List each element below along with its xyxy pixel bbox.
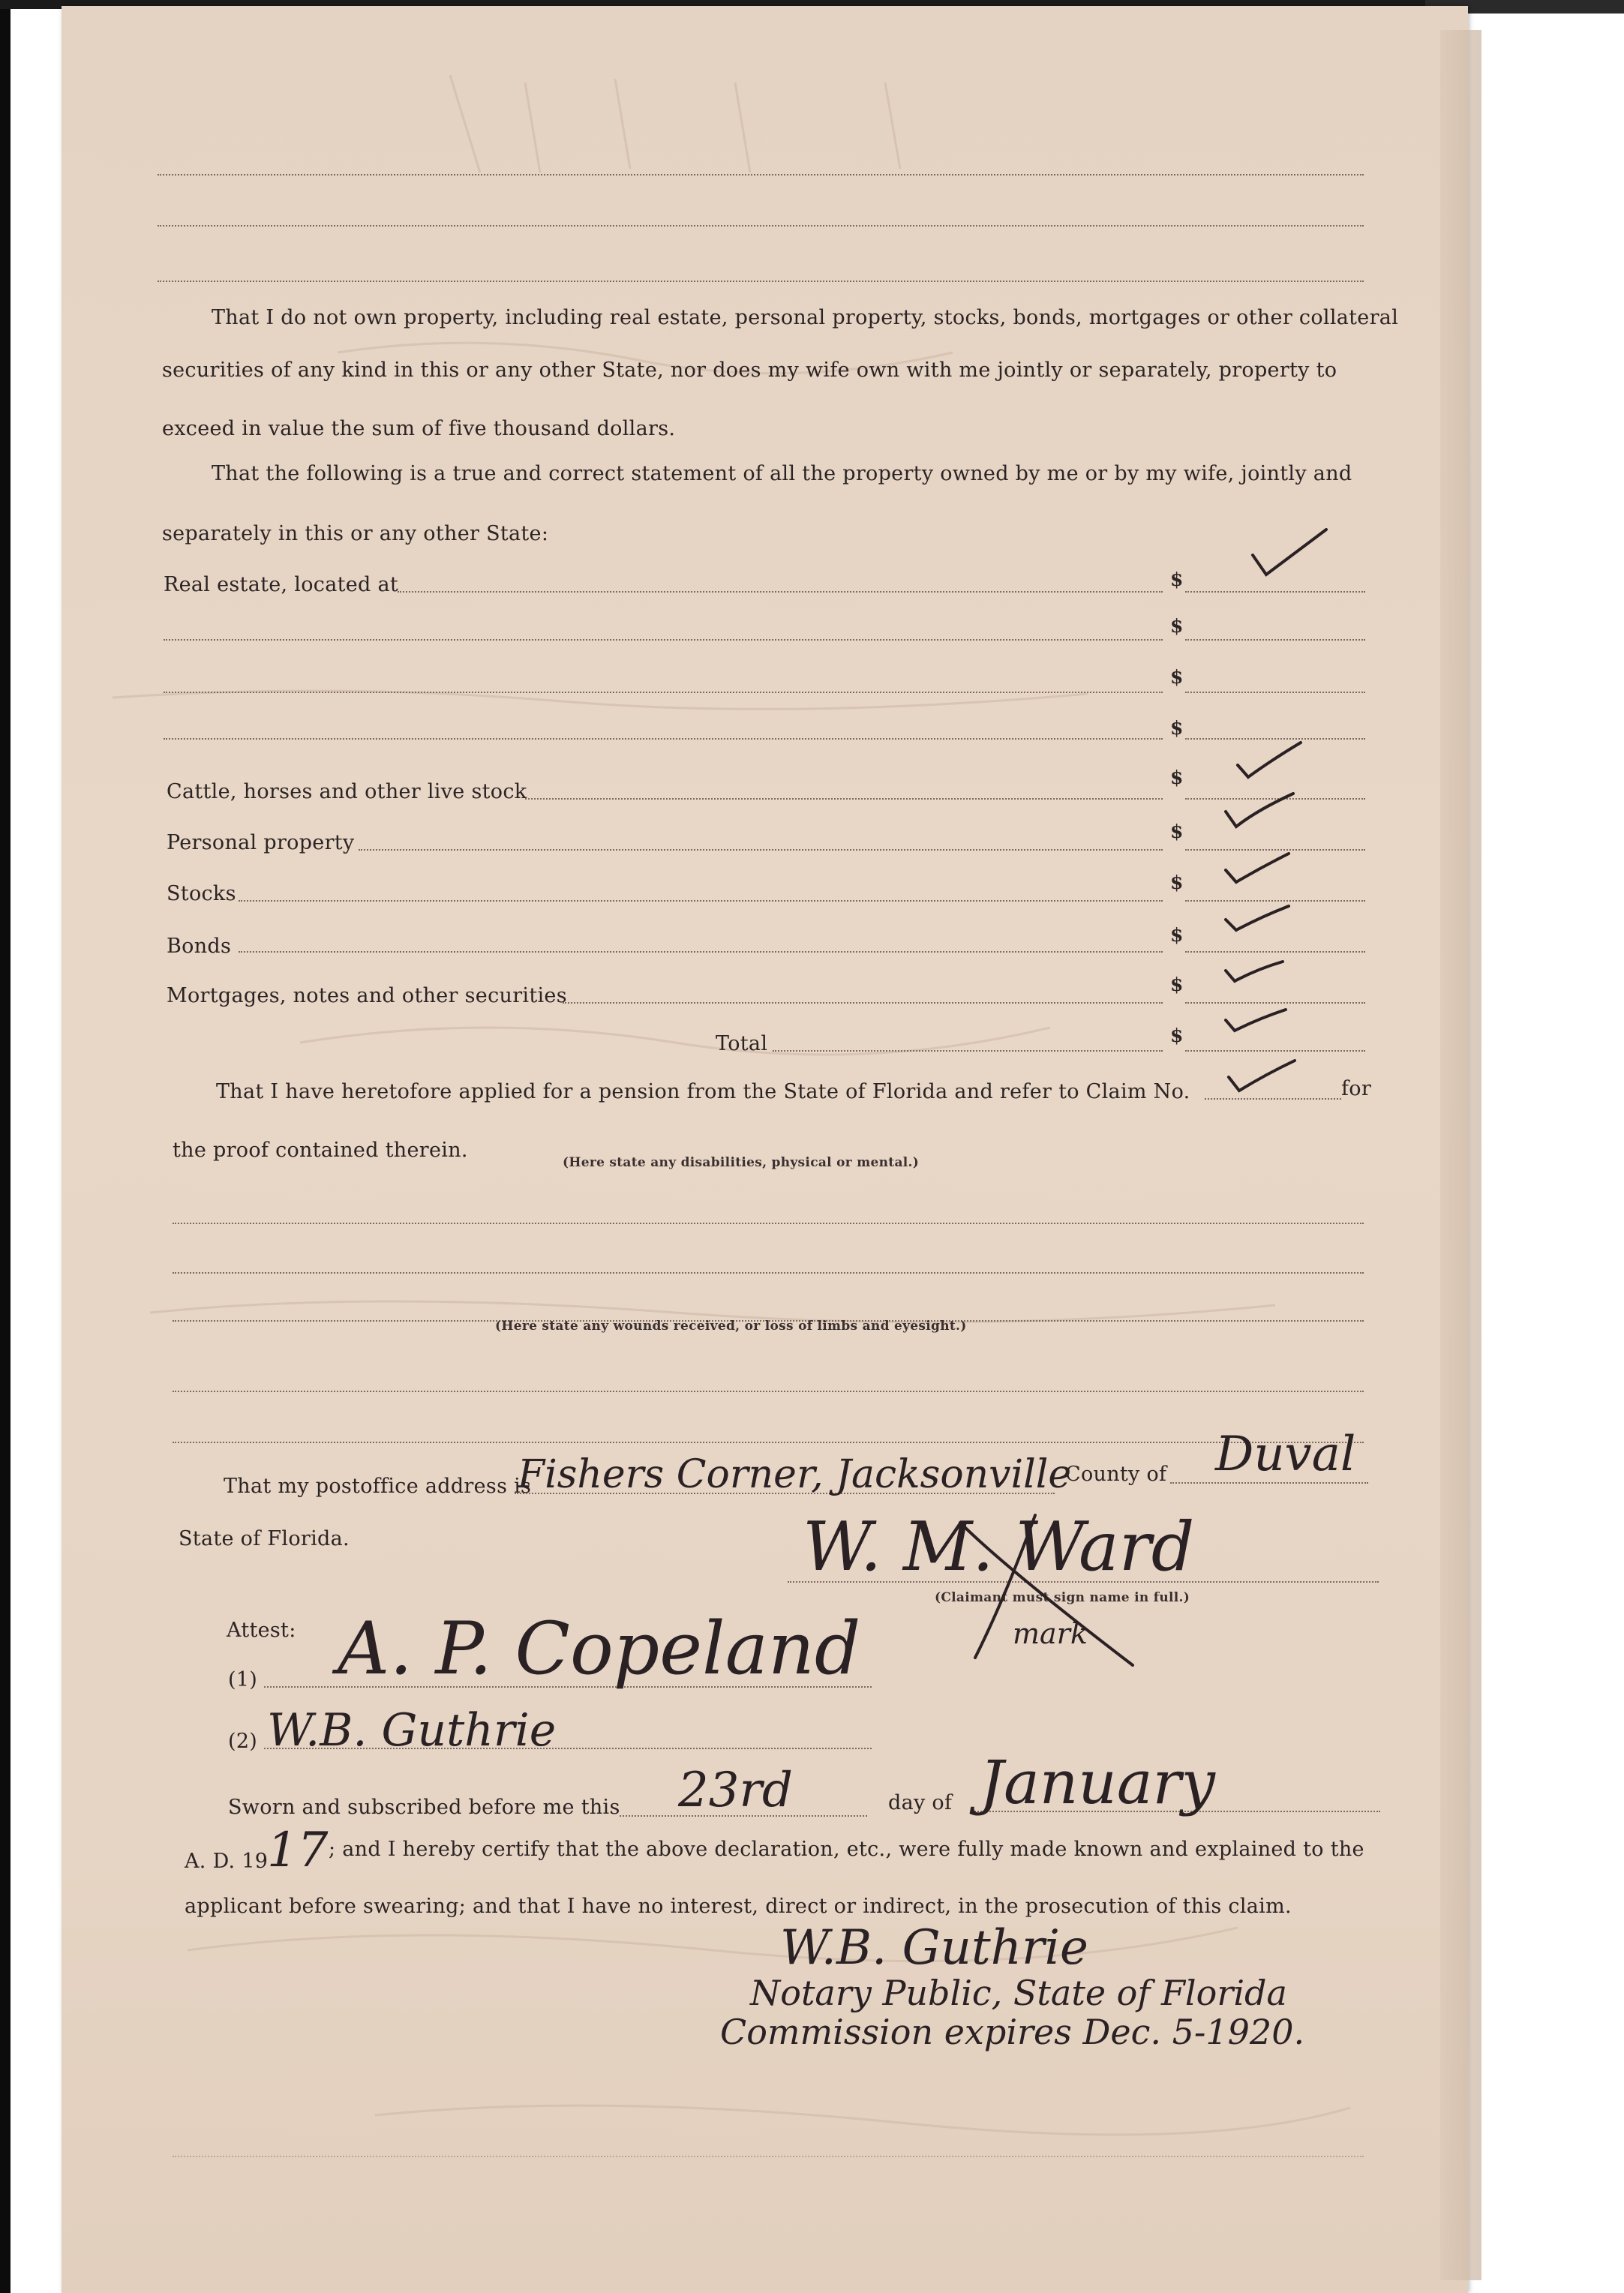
notary-signature: W.B. Guthrie	[780, 1920, 1088, 1976]
attest-2-label: (2)	[228, 1730, 258, 1753]
claimant-mark: mark	[1013, 1617, 1088, 1650]
attest-2-signature: W.B. Guthrie	[267, 1704, 557, 1757]
bottom-faint-line	[173, 2156, 1364, 2157]
real-estate-dollar-2: $	[1170, 615, 1184, 637]
total-label: Total	[716, 1032, 768, 1055]
real-estate-dollar-5: $	[1170, 767, 1184, 788]
state-of-florida-label: State of Florida.	[179, 1527, 350, 1550]
attest-1-signature: A. P. Copeland	[338, 1607, 861, 1691]
ad-year-handwritten: 17	[267, 1823, 329, 1878]
applicant-swearing-text: applicant before swearing; and that I have no interest, direct or indirect, in the prosecution of this claim.	[185, 1895, 1292, 1918]
property-paragraph-line-1: That I do not own property, including real estate, personal property, stocks, bonds, mortgages or other collateral	[212, 306, 1399, 329]
postoffice-address-handwritten: Fishers Corner, Jacksonville	[518, 1452, 1072, 1497]
real-estate-label: Real estate, located at	[164, 573, 399, 596]
disabilities-note: (Here state any disabilities, physical or mental.)	[563, 1155, 920, 1170]
real-estate-dollar-4: $	[1170, 717, 1184, 739]
mortgages-dollar: $	[1170, 974, 1184, 995]
claimant-signature: W. M. Ward	[803, 1508, 1195, 1586]
applied-pension-line-2: the proof contained therein.	[173, 1139, 468, 1162]
notary-commission-handwritten: Commission expires Dec. 5-1920.	[720, 2012, 1305, 2052]
sworn-day-handwritten: 23rd	[678, 1763, 793, 1818]
postoffice-label: That my postoffice address is	[224, 1475, 532, 1498]
statement-paragraph-line-1: That the following is a true and correct statement of all the property owned by me or by my wife, jointly and	[212, 462, 1352, 485]
applied-pension-for: for	[1341, 1077, 1372, 1100]
property-paragraph-line-3: exceed in value the sum of five thousand dollars.	[162, 417, 676, 440]
sworn-month-handwritten: January	[980, 1748, 1215, 1817]
attest-1-label: (1)	[228, 1668, 258, 1691]
attest-label: Attest:	[227, 1619, 296, 1642]
wounds-note: (Here state any wounds received, or loss of limbs and eyesight.)	[495, 1319, 967, 1334]
applied-pension-line-1: That I have heretofore applied for a pension from the State of Florida and refer to Claim No.	[216, 1080, 1190, 1103]
bonds-label: Bonds	[167, 935, 232, 958]
ad-certify-text: ; and I hereby certify that the above declaration, etc., were fully made known and explained to the	[329, 1838, 1364, 1861]
stocks-label: Stocks	[167, 882, 236, 905]
personal-property-label: Personal property	[167, 831, 355, 854]
statement-paragraph-line-2: separately in this or any other State:	[162, 522, 549, 545]
bonds-dollar: $	[1170, 924, 1184, 946]
notary-title-handwritten: Notary Public, State of Florida	[750, 1973, 1287, 2013]
cattle-label: Cattle, horses and other live stock	[167, 780, 527, 803]
total-dollar: $	[1170, 1025, 1184, 1046]
mortgages-label: Mortgages, notes and other securities	[167, 984, 567, 1007]
personal-property-dollar: $	[1170, 821, 1184, 842]
ad-prefix: A. D. 19	[185, 1850, 269, 1873]
county-label: County of	[1065, 1463, 1167, 1486]
real-estate-dollar: $	[1170, 569, 1184, 590]
real-estate-dollar-3: $	[1170, 666, 1184, 688]
sworn-text: Sworn and subscribed before me this	[228, 1796, 620, 1819]
county-handwritten: Duval	[1215, 1427, 1356, 1482]
stocks-dollar: $	[1170, 872, 1184, 893]
sworn-day-of: day of	[888, 1791, 953, 1814]
claimant-note: (Claimant must sign name in full.)	[935, 1590, 1190, 1605]
property-paragraph-line-2: securities of any kind in this or any other State, nor does my wife own with me jointly or separately, property to	[162, 359, 1337, 382]
